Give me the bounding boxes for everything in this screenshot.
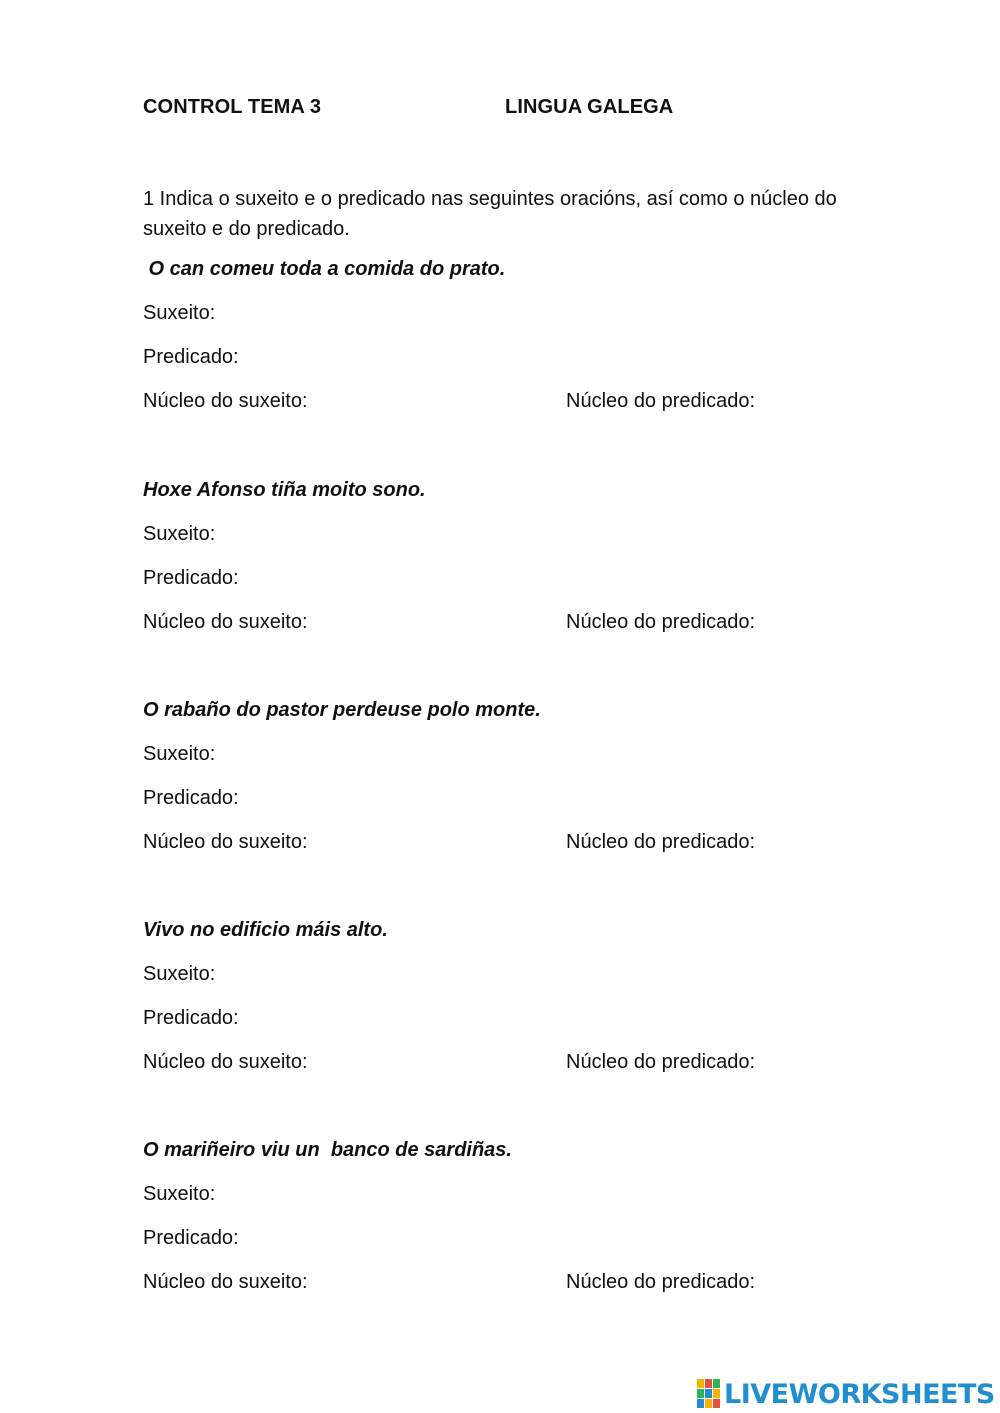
nucleo-predicado-label: Núcleo do predicado: [566,1051,756,1073]
exercise-block-1 [143,258,923,458]
predicado-label: Predicado: [143,1227,239,1249]
nucleo-predicado-label: Núcleo do predicado: [566,1271,756,1293]
exercise-block-2 [143,479,923,679]
exercise-block-4 [143,919,923,1119]
exercise-instruction: 1 Indica o suxeito e o predicado nas seguintes oracións, así como o núcleo do suxeito e do predicado. [143,188,837,240]
subject-title: LINGUA GALEGA [505,96,674,118]
liveworksheets-logo-icon [697,1379,721,1409]
exercise-sentence: O rabaño do pastor perdeuse polo monte. [143,699,541,721]
nucleo-predicado-label: Núcleo do predicado: [566,611,756,633]
suxeito-label: Suxeito: [143,743,216,765]
nucleo-predicado-label: Núcleo do predicado: [566,831,756,853]
predicado-label: Predicado: [143,567,239,589]
predicado-label: Predicado: [143,1007,239,1029]
suxeito-label: Suxeito: [143,523,216,545]
nucleo-suxeito-label: Núcleo do suxeito: [143,390,308,412]
exercise-block-3 [143,699,923,899]
suxeito-label: Suxeito: [143,302,216,324]
suxeito-label: Suxeito: [143,1183,216,1205]
predicado-label: Predicado: [143,787,239,809]
exercise-sentence: Hoxe Afonso tiña moito sono. [143,479,426,501]
suxeito-label: Suxeito: [143,963,216,985]
liveworksheets-logo [697,1376,995,1412]
nucleo-suxeito-label: Núcleo do suxeito: [143,611,308,633]
nucleo-suxeito-label: Núcleo do suxeito: [143,1051,308,1073]
liveworksheets-logo-text: LIVEWORKSHEETS [724,1378,995,1410]
exercise-sentence: O can comeu toda a comida do prato. [143,258,506,280]
nucleo-suxeito-label: Núcleo do suxeito: [143,1271,308,1293]
worksheet-title: CONTROL TEMA 3 [143,96,322,118]
exercise-sentence: O mariñeiro viu un banco de sardiñas. [143,1139,512,1161]
nucleo-predicado-label: Núcleo do predicado: [566,390,756,412]
nucleo-suxeito-label: Núcleo do suxeito: [143,831,308,853]
exercise-sentence: Vivo no edificio máis alto. [143,919,388,941]
predicado-label: Predicado: [143,346,239,368]
exercise-block-5 [143,1139,923,1339]
